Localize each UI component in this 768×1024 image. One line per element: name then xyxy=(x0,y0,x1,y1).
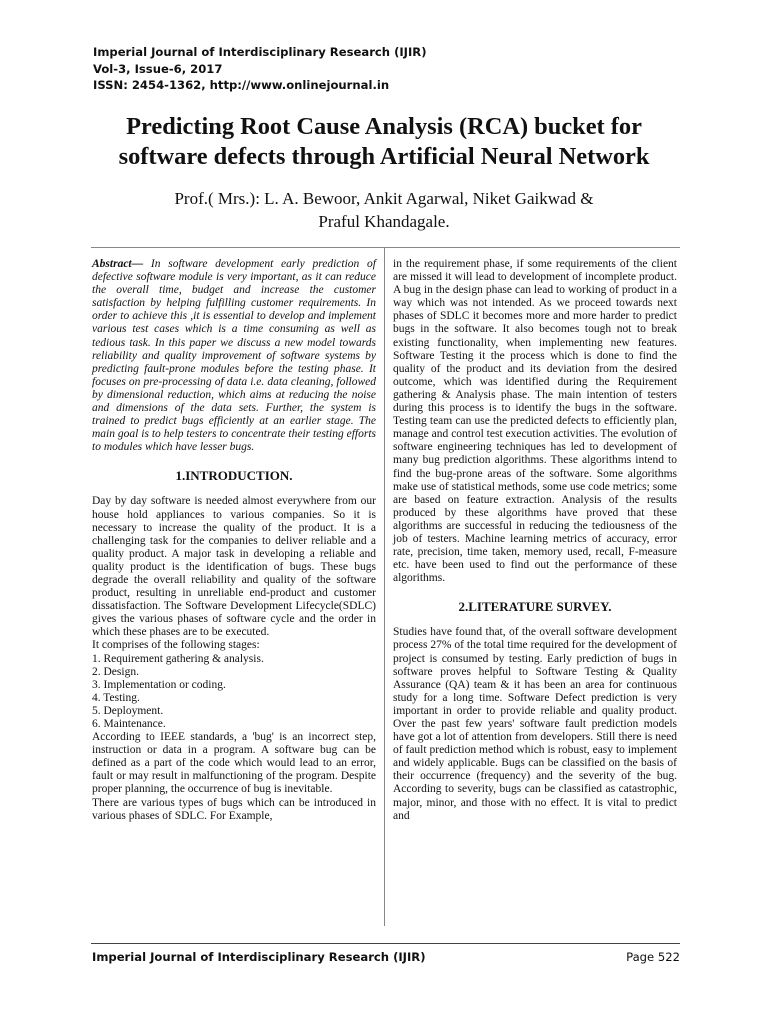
stage-item: 3. Implementation or coding. xyxy=(92,678,226,691)
stage-item: 2. Design. xyxy=(92,665,139,678)
abstract-text: In software development early prediction of defective software module is very important, as it can reduce the overall time, budget and increase the customer satisfaction by helping fulfilling customer requirements. In order to achieve this ,it is essential to develop and implement various test cases which is a time consuming as well as tedious task. In this paper we discuss a new model towards reliability and quality improvement of software systems by predicting fault-prone modules before the testing phase. It focuses on pre-processing of data i.e. data cleaning, followed by dimensional reduction, which aims at reducing the noise and dimensions of the data sets. Further, the system is trained to predict bugs efficiently at an earlier stage. The main goal is to help testers to concentrate their testing efforts to modules which have lesser bugs. xyxy=(92,258,376,454)
stages-intro: It comprises of the following stages: xyxy=(92,639,260,652)
right-column xyxy=(393,258,677,823)
introduction-paragraph-4: in the requirement phase, if some requirements of the client are missed it will lead to development of incomplete product. A bug in the design phase can lead to working of product in a way which was not intended. As we proceed towards next phases of SDLC it becomes more and more harder to predict bugs in the software. It also becomes tough not to break existing functionality, when implementing new features. Software Testing it the process which is done to find the quality of the product and its deviation from the desired outcome, which was identified during the Requirement gathering & Analysis phase. The main intention of testers during this process is to identify the bugs in the software. Testing team can use the predicted defects to efficiently plan, manage and control test execution activities. The evolution of software engineering techniques has led to development of many bug prediction algorithms. These algorithms intend to find the bug-prone areas of the software. Some algorithms make use of statistical methods, some use code metrics; some are based on feature extraction. Analysis of the results produced by these algorithms have proved that these algorithms are successful in reducing the tediousness of the job of testers. Machine learning metrics of accuracy, error rate, precision, time taken, memory used, recall, F-measure etc. have been used to find out the performance of these algorithms. xyxy=(393,258,677,585)
stage-item: 6. Maintenance. xyxy=(92,718,166,730)
volume-issue: Vol-3, Issue-6, 2017 xyxy=(93,61,223,76)
authors-line-2: Praful Khandagale. xyxy=(318,212,450,231)
column-divider xyxy=(384,248,385,926)
introduction-paragraph-3: There are various types of bugs which can be introduced in various phases of SDLC. For Example, xyxy=(92,796,376,822)
paper-authors xyxy=(80,187,688,233)
stage-list xyxy=(92,653,376,732)
issn: ISSN: 2454-1362, http://www.onlinejournal.in xyxy=(93,78,390,92)
journal-header xyxy=(93,44,693,94)
introduction-paragraph-1: Day by day software is needed almost everywhere from our house hold appliances to various companies. So it is necessary to increase the quality of the product. It is a challenging task for the companies to deliver reliable and a quality product. A major task in developing a reliable and quality product is the identification of bugs. These bugs degrade the overall reliability and quality of the software product, resulting in unreliable end-product and customer dissatisfaction. The Software Development Lifecycle(SDLC) gives the various phases of software cycle and the order in which these phases are to be executed. xyxy=(92,495,376,639)
stage-item: 1. Requirement gathering & analysis. xyxy=(92,652,264,665)
abstract xyxy=(92,258,376,454)
page-number: Page 522 xyxy=(626,950,680,964)
introduction-heading: 1.INTRODUCTION. xyxy=(175,468,293,484)
title-line-1: Predicting Root Cause Analysis (RCA) bucket for xyxy=(126,113,642,140)
left-column xyxy=(92,258,376,823)
title-line-2: software defects through Artificial Neural Network xyxy=(118,143,650,170)
stage-item: 4. Testing. xyxy=(92,691,140,704)
header-divider xyxy=(91,247,680,248)
stage-item: 5. Deployment. xyxy=(92,704,164,717)
literature-paragraph-1: Studies have found that, of the overall software development process 27% of the total time required for the development of project is consumed by testing. Early prediction of bugs in software proves helpful to Software Testing & Quality Assurance (QA) team & it has been an area for continuous study for a long time. Software Defect prediction is very important in order to provide reliable and quality product. Over the past few years' software fault prediction models have got a lot of attention from developers. Still there is need of fault prediction method which is robust, easy to implement and widely applicable. Bugs can be classified on the basis of their occurrence (frequency) and the severity of the bug. According to severity, bugs can be classified as catastrophic, major, minor, and those with no effect. It is vital to predict and xyxy=(393,626,677,822)
footer-journal-name: Imperial Journal of Interdisciplinary Research (IJIR) xyxy=(92,950,426,964)
introduction-paragraph-2: According to IEEE standards, a 'bug' is an incorrect step, instruction or data in a program. A software bug can be defined as a part of the code which would lead to an error, fault or may result in malfunctioning of the program. Despite proper planning, the occurrence of bug is inevitable. xyxy=(92,731,376,796)
paper-title xyxy=(80,112,688,172)
abstract-label: Abstract— xyxy=(92,258,144,270)
footer-divider xyxy=(91,943,680,944)
literature-heading: 2.LITERATURE SURVEY. xyxy=(458,599,612,615)
journal-name: Imperial Journal of Interdisciplinary Research (IJIR) xyxy=(93,45,427,59)
authors-line-1: Prof.( Mrs.): L. A. Bewoor, Ankit Agarwal, Niket Gaikwad & xyxy=(174,189,594,208)
